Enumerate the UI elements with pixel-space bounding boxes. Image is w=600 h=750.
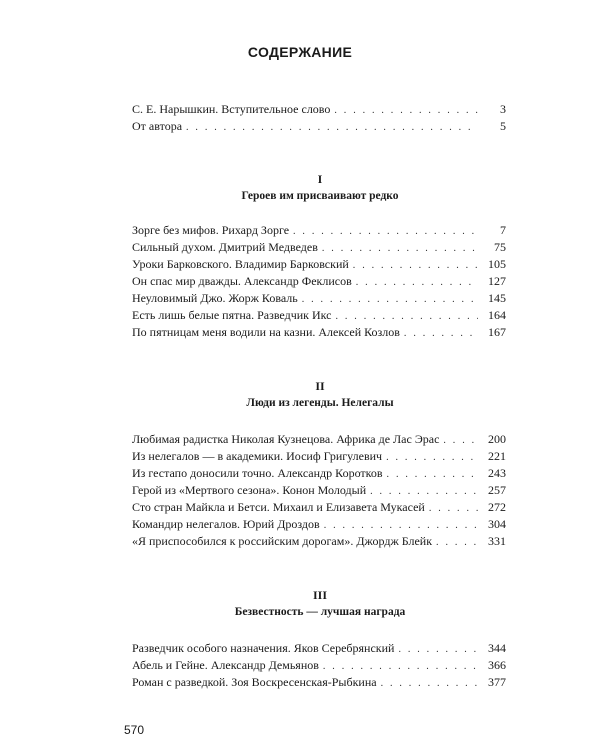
toc-entry — [132, 482, 506, 499]
toc-entry-title: По пятницам меня водили на казни. Алексей Козлов — [132, 325, 400, 339]
toc-entry-title: Сто стран Майкла и Бетси. Михаил и Елизавета Мукасей — [132, 500, 425, 514]
toc-entry — [132, 222, 506, 239]
toc-entry-title: «Я приспособился к российским дорогам». Джордж Блейк — [132, 534, 433, 548]
toc-entry-page: 257 — [488, 483, 506, 497]
toc-entry-page: 377 — [488, 675, 506, 689]
toc-leader-dots — [370, 483, 478, 500]
toc-entry — [132, 533, 506, 550]
section-heading: Героев им присваивают редко — [241, 190, 399, 202]
toc-leader-dots — [186, 119, 478, 136]
toc-entry-title: Разведчик особого назначения. Яков Серебрянский — [132, 641, 395, 655]
page-number: 570 — [124, 723, 145, 737]
toc-entry-page: 304 — [488, 517, 506, 531]
toc-entry — [132, 431, 506, 448]
toc-entry — [132, 657, 506, 674]
toc-leader-dots — [404, 325, 478, 342]
toc-entry-title: Командир нелегалов. Юрий Дроздов — [132, 517, 320, 531]
toc-leader-dots — [387, 466, 478, 483]
toc-entry-page: 3 — [500, 102, 506, 116]
toc-entry — [132, 101, 506, 118]
toc-leader-dots — [429, 500, 478, 517]
toc-leader-dots — [324, 517, 478, 534]
toc-leader-dots — [386, 449, 478, 466]
toc-entry-title: Сильный духом. Дмитрий Медведев — [132, 240, 318, 254]
toc-entry — [132, 290, 506, 307]
toc-entry-title: Герой из «Мертвого сезона». Конон Молодый — [132, 483, 367, 497]
toc-entry — [132, 256, 506, 273]
toc-leader-dots — [293, 223, 478, 240]
section-numeral: III — [312, 588, 327, 602]
toc-leader-dots — [356, 274, 478, 291]
page-title: СОДЕРЖАНИЕ — [247, 44, 353, 60]
toc-entry-page: 221 — [488, 449, 506, 463]
toc-leader-dots — [436, 534, 478, 551]
toc-entry-title: Он спас мир дважды. Александр Феклисов — [132, 274, 352, 288]
toc-entry-page: 272 — [488, 500, 506, 514]
section-entries — [132, 431, 506, 550]
toc-entry-page: 105 — [488, 257, 506, 271]
toc-entry-title: Роман с разведкой. Зоя Воскресенская-Рыбкина — [132, 675, 377, 689]
toc-entry — [132, 239, 506, 256]
toc-entry-page: 5 — [500, 119, 506, 133]
toc-entry-page: 200 — [488, 432, 506, 446]
toc-leader-dots — [323, 658, 478, 675]
section-heading: Безвестность — лучшая награда — [234, 606, 406, 618]
toc-entry-title: Любимая радистка Николая Кузнецова. Африка де Лас Эрас — [132, 432, 440, 446]
toc-entry — [132, 118, 506, 135]
section-heading: Люди из легенды. Нелегалы — [246, 397, 394, 409]
toc-leader-dots — [334, 102, 478, 119]
toc-entry-page: 167 — [488, 325, 506, 339]
toc-entry-title: Неуловимый Джо. Жорж Коваль — [132, 291, 298, 305]
toc-leader-dots — [443, 432, 478, 449]
toc-entry — [132, 674, 506, 691]
toc-entry-title: Есть лишь белые пятна. Разведчик Икс — [132, 308, 332, 322]
section-entries — [132, 222, 506, 341]
section-entries — [132, 640, 506, 691]
toc-entry-title: Абель и Гейне. Александр Демьянов — [132, 658, 319, 672]
toc-entry-title: От автора — [132, 119, 183, 133]
section-numeral: II — [315, 379, 325, 393]
toc-entry — [132, 499, 506, 516]
toc-entry-page: 366 — [488, 658, 506, 672]
toc-entry-title: Из гестапо доносили точно. Александр Коротков — [132, 466, 383, 480]
toc-entry — [132, 307, 506, 324]
toc-entry — [132, 448, 506, 465]
toc-entry — [132, 640, 506, 657]
intro-entries — [132, 101, 506, 135]
toc-leader-dots — [302, 291, 478, 308]
toc-leader-dots — [322, 240, 478, 257]
toc-entry — [132, 273, 506, 290]
toc-leader-dots — [336, 308, 479, 325]
toc-entry-page: 331 — [488, 534, 506, 548]
toc-entry-page: 127 — [488, 274, 506, 288]
toc-entry — [132, 516, 506, 533]
toc-entry — [132, 324, 506, 341]
toc-leader-dots — [381, 675, 478, 692]
toc-entry-page: 243 — [488, 466, 506, 480]
toc-entry-title: Из нелегалов — в академики. Иосиф Григулевич — [132, 449, 383, 463]
toc-entry-title: С. Е. Нарышкин. Вступительное слово — [132, 102, 331, 116]
toc-entry-page: 344 — [488, 641, 506, 655]
toc-entry-title: Уроки Барковского. Владимир Барковский — [132, 257, 349, 271]
toc-entry-page: 145 — [488, 291, 506, 305]
section-numeral: I — [317, 172, 323, 186]
toc-entry-page: 7 — [500, 223, 506, 237]
toc-entry — [132, 465, 506, 482]
toc-leader-dots — [353, 257, 478, 274]
toc-entry-page: 164 — [488, 308, 506, 322]
toc-leader-dots — [398, 641, 478, 658]
toc-entry-page: 75 — [494, 240, 506, 254]
toc-entry-title: Зорге без мифов. Рихард Зорге — [132, 223, 290, 237]
